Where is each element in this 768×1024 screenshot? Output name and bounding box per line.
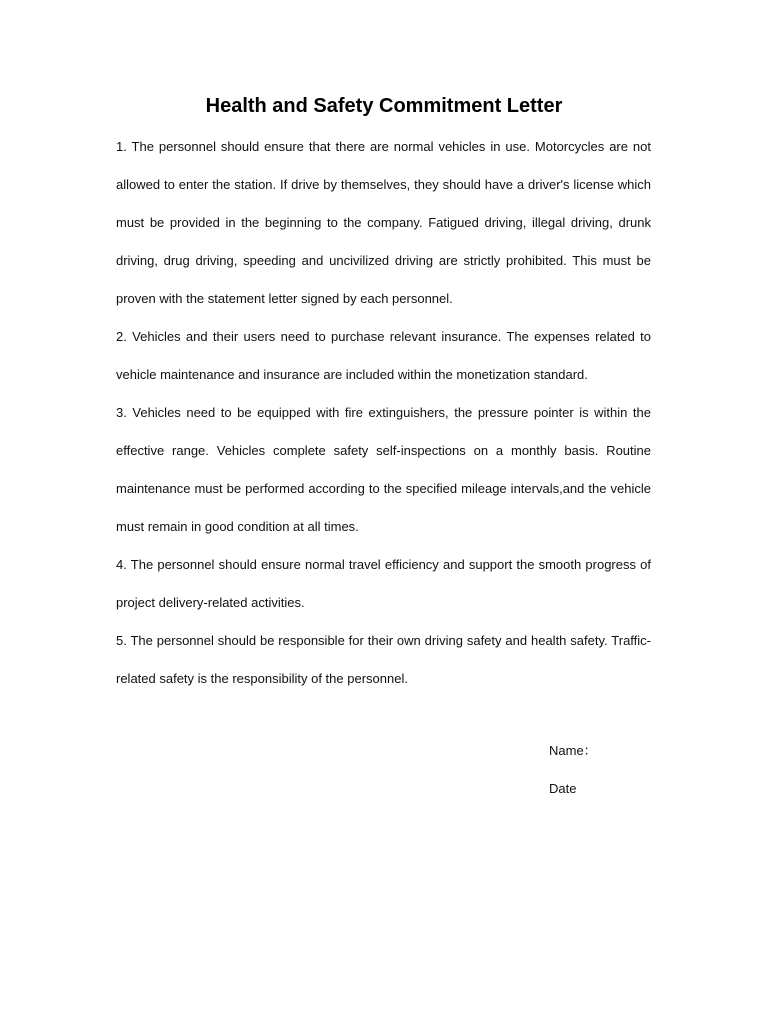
date-label: Date bbox=[549, 781, 577, 796]
paragraph-1: 1. The personnel should ensure that there are normal vehicles in use. Motorcycles are not allowed to enter the station. If drive by themselves, they should have a driver's license which must be provided in the beginning to the company. Fatigued driving, illegal driving, drunk driving, drug driving, speeding and uncivilized driving are strictly prohibited. This must be proven with the statement letter signed by each personnel. bbox=[116, 139, 651, 306]
signature-block bbox=[549, 732, 699, 808]
paragraph-4: 4. The personnel should ensure normal travel efficiency and support the smooth progress of project delivery-related activities. bbox=[116, 557, 651, 610]
name-label: Name： bbox=[549, 743, 597, 758]
document-body bbox=[116, 128, 651, 698]
paragraph-5: 5. The personnel should be responsible for their own driving safety and health safety. Traffic-related safety is the responsibility of the personnel. bbox=[116, 633, 651, 686]
paragraph-3: 3. Vehicles need to be equipped with fire extinguishers, the pressure pointer is within the effective range. Vehicles complete safety self-inspections on a monthly basis. Routine maintenance must be performed according to the specified mileage intervals,and the vehicle must remain in good condition at all times. bbox=[116, 405, 651, 534]
paragraph-2: 2. Vehicles and their users need to purchase relevant insurance. The expenses related to vehicle maintenance and insurance are included within the monetization standard. bbox=[116, 329, 651, 382]
document-title: Health and Safety Commitment Letter bbox=[205, 95, 563, 117]
